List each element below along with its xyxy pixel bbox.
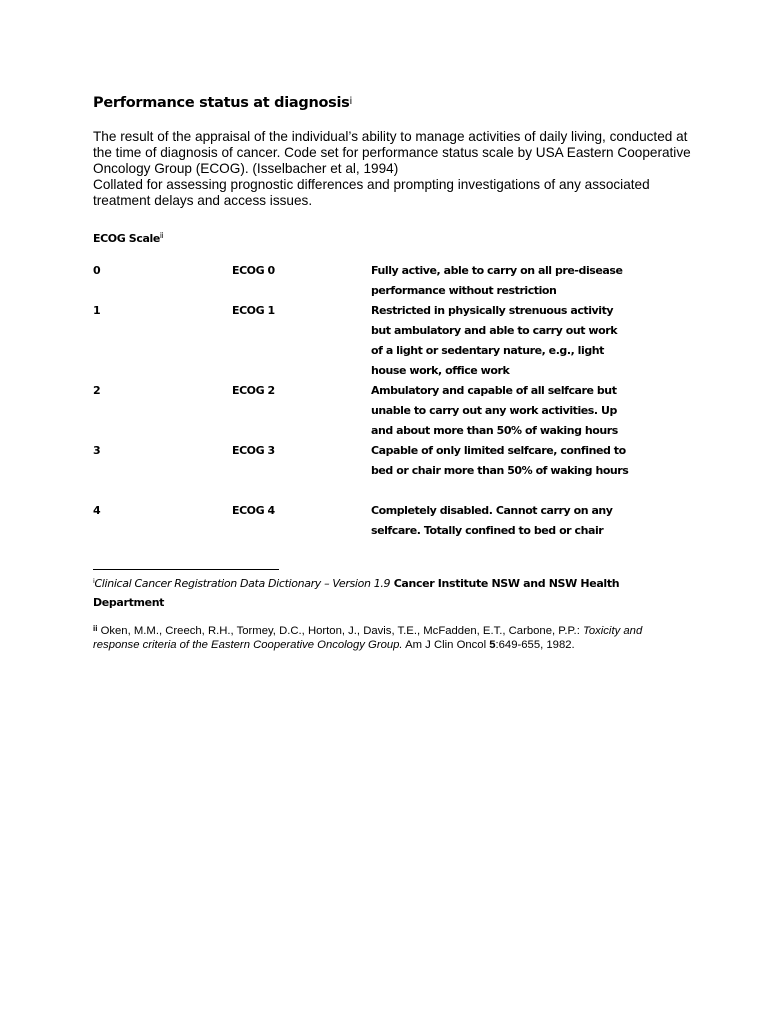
page-title bbox=[93, 95, 352, 111]
intro-paragraph-2: Collated for assessing prognostic differences and prompting investigations of any associated treatment delays and access issues. bbox=[93, 177, 650, 208]
footnote-2-journal: Am J Clin Oncol bbox=[402, 638, 490, 651]
grade-cell: 4 bbox=[93, 504, 101, 517]
page-title-text: Performance status at diagnosis bbox=[93, 95, 350, 111]
description-cell: Fully active, able to carry on all pre-disease performance without restriction bbox=[371, 264, 623, 297]
intro-text bbox=[93, 129, 693, 209]
footnote-ref-i: i bbox=[349, 96, 352, 107]
footnote-2-article-title: Toxicity and response criteria of the Eastern Cooperative Oncology Group. bbox=[93, 625, 643, 651]
intro-paragraph-1: The result of the appraisal of the individual’s ability to manage activities of daily living, conducted at the time of diagnosis of cancer. Code set for performance status scale by USA Eastern Cooperative Oncology Group (ECOG). (Isselbacher et al, 1994) bbox=[93, 129, 691, 176]
ecog-label-cell: ECOG 1 bbox=[232, 304, 275, 317]
footnote-2-authors: Oken, M.M., Creech, R.H., Tormey, D.C., Horton, J., Davis, T.E., McFadden, E.T., Carbone, P.P.: bbox=[97, 625, 583, 637]
grade-cell: 1 bbox=[93, 304, 101, 317]
description-cell: Completely disabled. Cannot carry on any selfcare. Totally confined to bed or chair bbox=[371, 504, 613, 537]
footnote-2 bbox=[93, 625, 683, 652]
footnote-2-pages: :649-655, 1982. bbox=[495, 638, 575, 651]
footnote-ref-ii: ii bbox=[159, 231, 164, 240]
description-cell: Restricted in physically strenuous activity but ambulatory and able to carry out work of a light or sedentary nature, e.g., light house work, office work bbox=[371, 304, 618, 377]
footnote-1-marker: i bbox=[93, 577, 95, 585]
scale-heading-text: ECOG Scale bbox=[93, 232, 160, 245]
grade-cell: 0 bbox=[93, 264, 101, 277]
description-cell: Capable of only limited selfcare, confined to bed or chair more than 50% of waking hours bbox=[371, 444, 629, 477]
footnote-1-source-title: Clinical Cancer Registration Data Dictionary – Version 1.9 bbox=[94, 577, 391, 590]
description-cell: Ambulatory and capable of all selfcare but unable to carry out any work activities. Up and about more than 50% of waking hours bbox=[371, 384, 618, 437]
footnote-separator bbox=[93, 569, 279, 570]
ecog-label-cell: ECOG 0 bbox=[232, 264, 275, 277]
footnote-1-publisher: Cancer Institute NSW and NSW Health Department bbox=[93, 577, 620, 609]
footnote-2-marker: ii bbox=[93, 624, 98, 633]
ecog-label-cell: ECOG 4 bbox=[232, 504, 275, 517]
ecog-label-cell: ECOG 2 bbox=[232, 384, 275, 397]
grade-cell: 3 bbox=[93, 444, 101, 457]
footnote-1 bbox=[93, 575, 673, 612]
ecog-label-cell: ECOG 3 bbox=[232, 444, 275, 457]
grade-cell: 2 bbox=[93, 384, 101, 397]
footnote-2-volume: 5 bbox=[489, 638, 496, 651]
scale-heading bbox=[93, 232, 163, 245]
